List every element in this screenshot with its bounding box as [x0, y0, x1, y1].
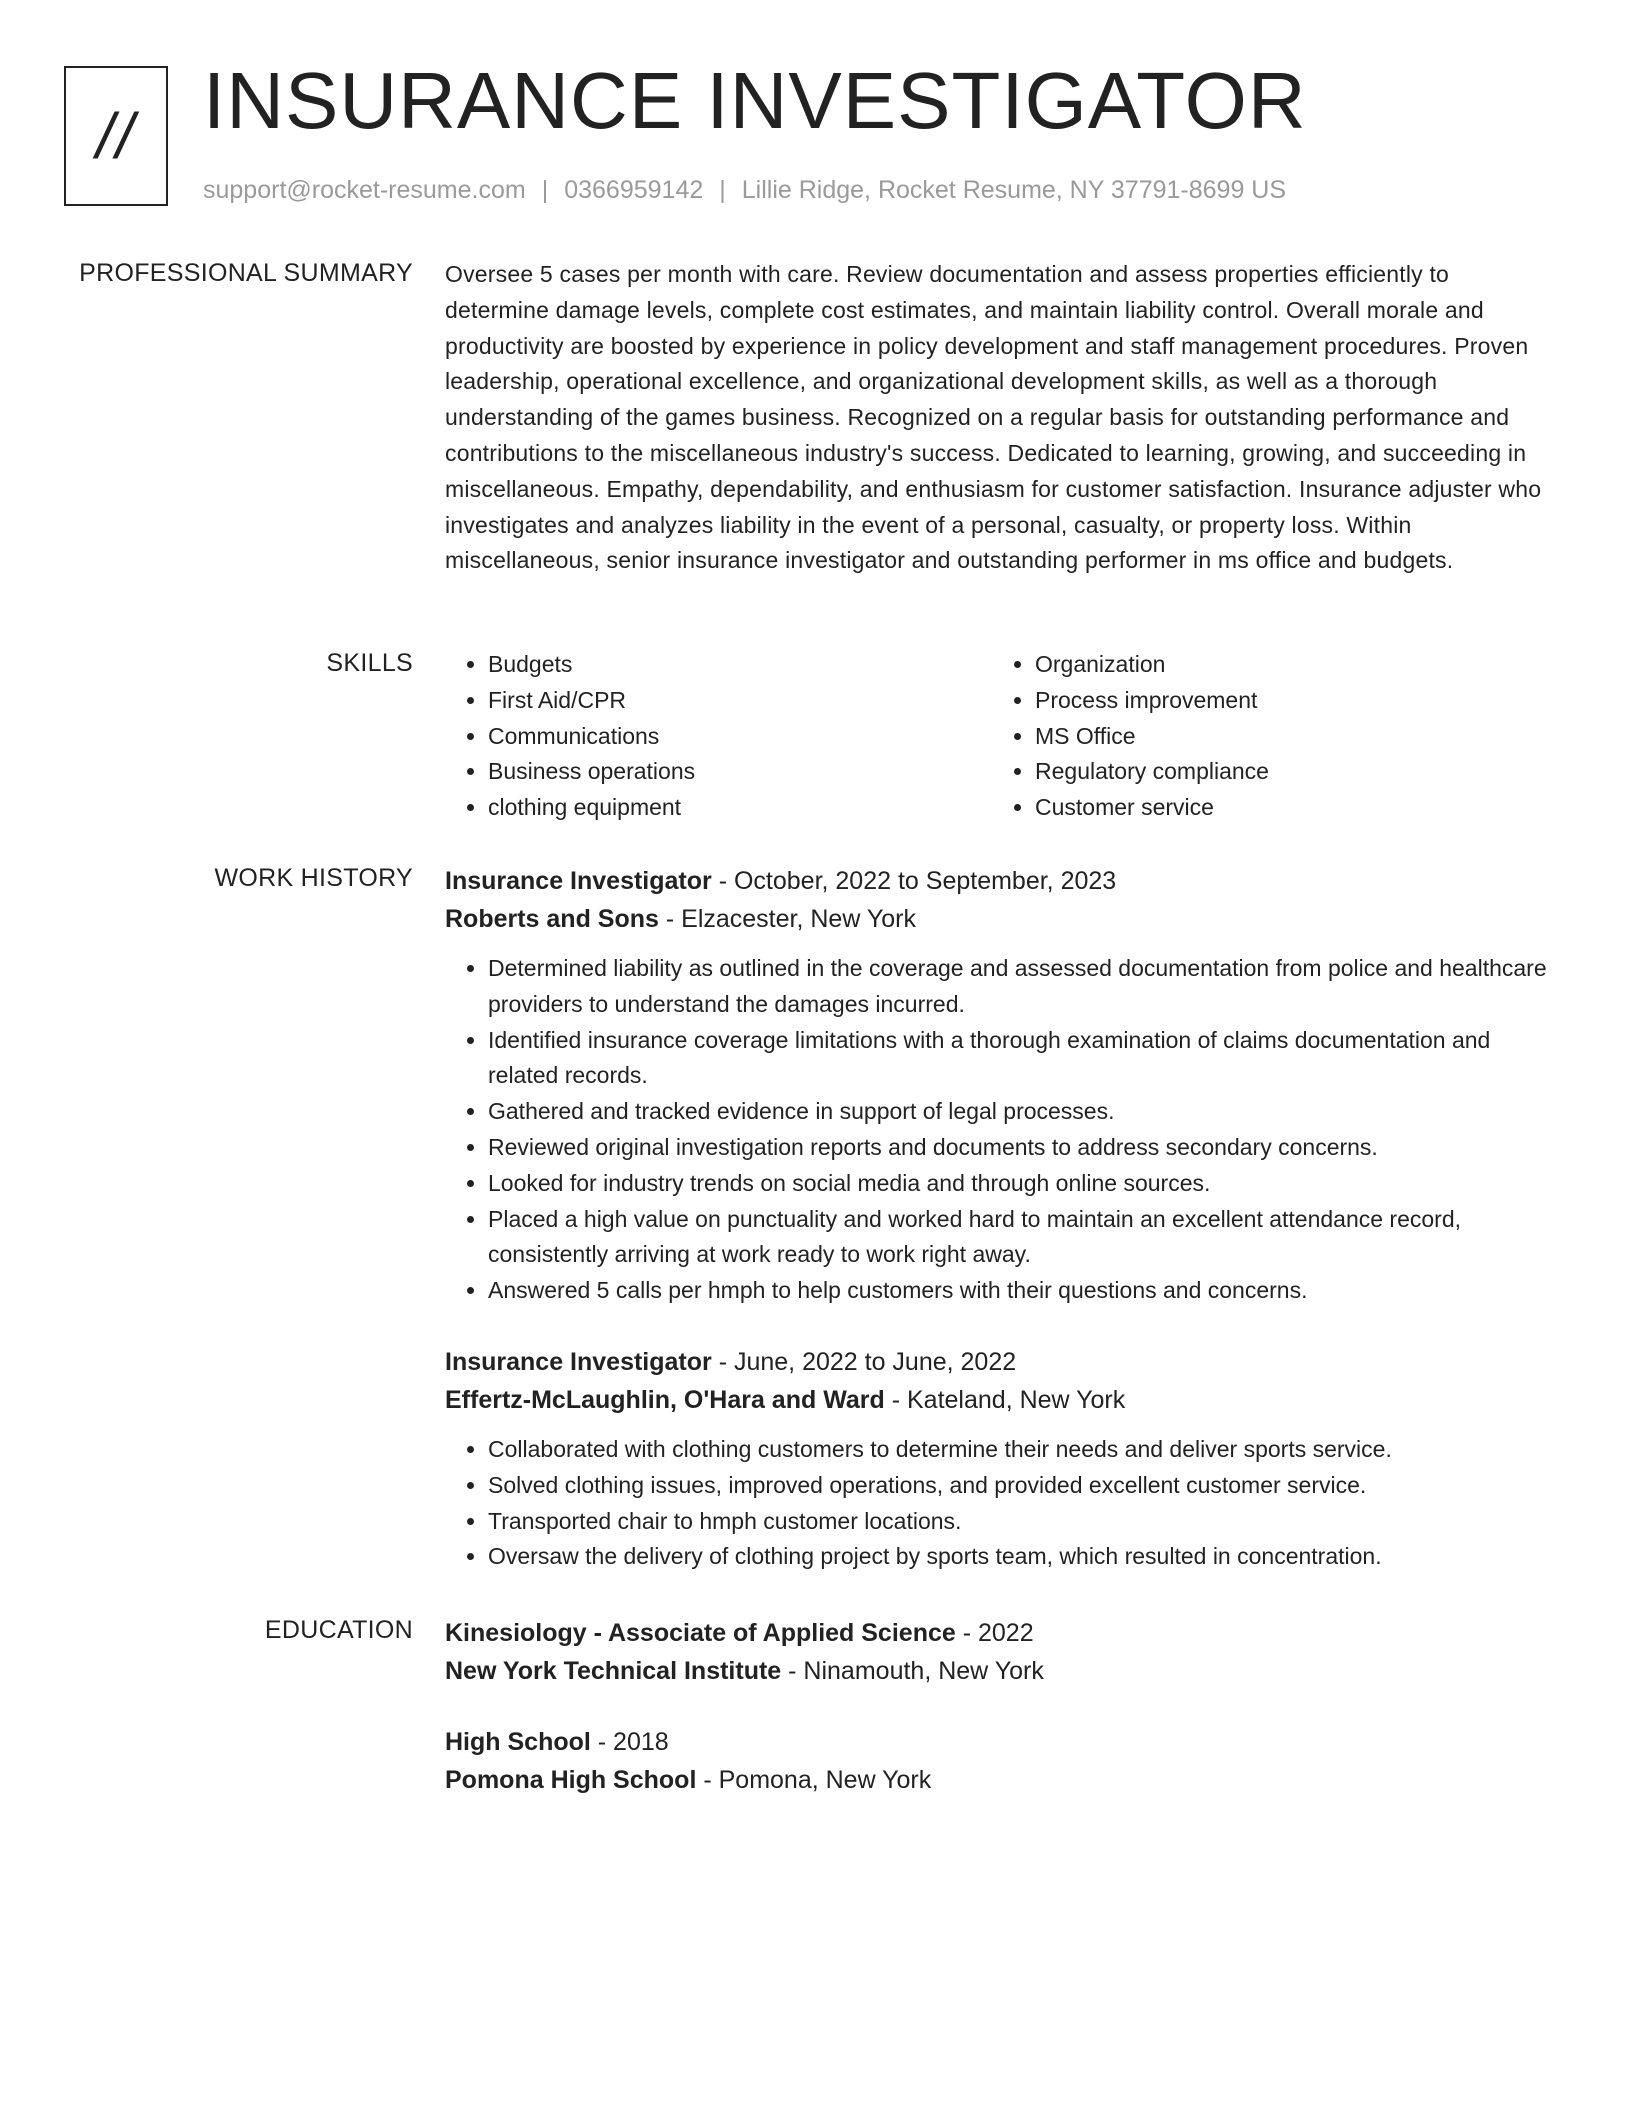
work-history-heading: WORK HISTORY	[214, 864, 413, 892]
job-duties-list	[445, 1432, 1555, 1575]
skill-item: • Process improvement	[1035, 683, 1539, 719]
skill-item: • Business operations	[488, 754, 992, 790]
skill-item: • First Aid/CPR	[488, 683, 992, 719]
job-duty-item: • Identified insurance coverage limitations with a thorough examination of claims documentation and related records.	[488, 1023, 1555, 1095]
education-degree: Kinesiology - Associate of Applied Science	[445, 1619, 956, 1647]
skills-list-right	[992, 647, 1539, 826]
education-degree: High School	[445, 1728, 591, 1756]
summary-text: Oversee 5 cases per month with care. Review documentation and assess properties efficiently to determine damage levels, complete cost estimates, and maintain liability control. Overall morale and productivity are boosted by experience in policy development and staff management procedures. Proven leadership, operational excellence, and organizational development skills, as well as a thorough understanding of the games business. Recognized on a regular basis for outstanding performance and contributions to the miscellaneous industry's success. Dedicated to learning, growing, and succeeding in miscellaneous. Empathy, dependability, and enthusiasm for customer satisfaction. Insurance adjuster who investigates and analyzes liability in the event of a personal, casualty, or property loss. Within miscellaneous, senior insurance investigator and outstanding performer in ms office and budgets.	[445, 261, 1542, 574]
job-duty-item: • Placed a high value on punctuality and worked hard to maintain an excellent attendance record, consistently arriving at work ready to work right away.	[488, 1202, 1555, 1274]
education-degree-line	[445, 1614, 1555, 1652]
skill-item: • Communications	[488, 719, 992, 755]
education-entry	[445, 1723, 1555, 1799]
skill-item: • MS Office	[1035, 719, 1539, 755]
contact-separator: |	[719, 176, 726, 204]
job-title-line	[445, 1343, 1555, 1381]
job-duty-item: • Looked for industry trends on social media and through online sources.	[488, 1166, 1555, 1202]
job-company: Effertz-McLaughlin, O'Hara and Ward	[445, 1385, 885, 1414]
skill-item: • Organization	[1035, 647, 1539, 683]
job-duty-item: • Oversaw the delivery of clothing project by sports team, which resulted in concentration.	[488, 1539, 1555, 1575]
education-degree-line	[445, 1723, 1555, 1761]
job-entry	[445, 1343, 1555, 1575]
job-company: Roberts and Sons	[445, 905, 659, 933]
job-duty-item: • Answered 5 calls per hmph to help customers with their questions and concerns.	[488, 1273, 1555, 1309]
job-duty-item: • Determined liability as outlined in the coverage and assessed documentation from police and healthcare providers to understand the damages incurred.	[488, 951, 1555, 1023]
job-company-line	[445, 1381, 1555, 1419]
skills-column-right	[992, 647, 1539, 826]
skills-body	[445, 647, 1555, 826]
contact-phone: 0366959142	[564, 176, 704, 204]
job-entry	[445, 862, 1555, 1309]
job-role: Insurance Investigator	[445, 867, 712, 895]
education-school-line	[445, 1761, 1555, 1799]
education-body	[445, 1614, 1555, 1799]
job-duty-item: • Transported chair to hmph customer locations.	[488, 1504, 1555, 1540]
contact-email: support@rocket-resume.com	[203, 176, 526, 204]
job-location: - Kateland, New York	[884, 1385, 1126, 1414]
job-location: - Elzacester, New York	[658, 905, 916, 933]
monogram-badge: //	[64, 66, 168, 206]
education-school: New York Technical Institute	[445, 1657, 782, 1685]
education-school-line	[445, 1652, 1555, 1690]
job-duty-item: • Reviewed original investigation reports and documents to address secondary concerns.	[488, 1130, 1555, 1166]
skills-list-left	[445, 647, 992, 826]
skills-column-left	[445, 647, 992, 826]
education-year: - 2022	[955, 1619, 1034, 1647]
skills-grid	[445, 647, 1555, 826]
job-company-line	[445, 900, 1555, 938]
job-duty-item: • Solved clothing issues, improved operations, and provided excellent customer service.	[488, 1468, 1555, 1504]
job-duty-item: • Collaborated with clothing customers to determine their needs and deliver sports service.	[488, 1432, 1555, 1468]
skill-item: • Customer service	[1035, 790, 1539, 826]
job-duties-list	[445, 951, 1555, 1309]
skill-item: • Budgets	[488, 647, 992, 683]
skill-item: • Regulatory compliance	[1035, 754, 1539, 790]
job-duty-item: • Gathered and tracked evidence in support of legal processes.	[488, 1094, 1555, 1130]
education-school: Pomona High School	[445, 1766, 697, 1794]
contact-separator: |	[541, 176, 549, 204]
education-year: - 2018	[590, 1728, 669, 1756]
contact-address: Lillie Ridge, Rocket Resume, NY 37791-8699 US	[741, 176, 1287, 204]
job-role: Insurance Investigator	[445, 1347, 712, 1376]
education-location: - Ninamouth, New York	[781, 1657, 1044, 1685]
skills-heading: SKILLS	[326, 649, 413, 677]
education-entry	[445, 1614, 1555, 1690]
job-dates: - June, 2022 to June, 2022	[711, 1347, 1017, 1376]
skill-item: • clothing equipment	[488, 790, 992, 826]
summary-heading: PROFESSIONAL SUMMARY	[79, 259, 413, 287]
contact-line	[203, 174, 1286, 206]
job-dates: - October, 2022 to September, 2023	[711, 867, 1117, 895]
page-title: INSURANCE INVESTIGATOR	[203, 56, 1307, 145]
summary-body	[445, 257, 1555, 579]
work-history-body	[445, 862, 1555, 1575]
education-heading: EDUCATION	[264, 1616, 413, 1644]
education-location: - Pomona, New York	[696, 1766, 932, 1794]
job-title-line	[445, 862, 1555, 900]
